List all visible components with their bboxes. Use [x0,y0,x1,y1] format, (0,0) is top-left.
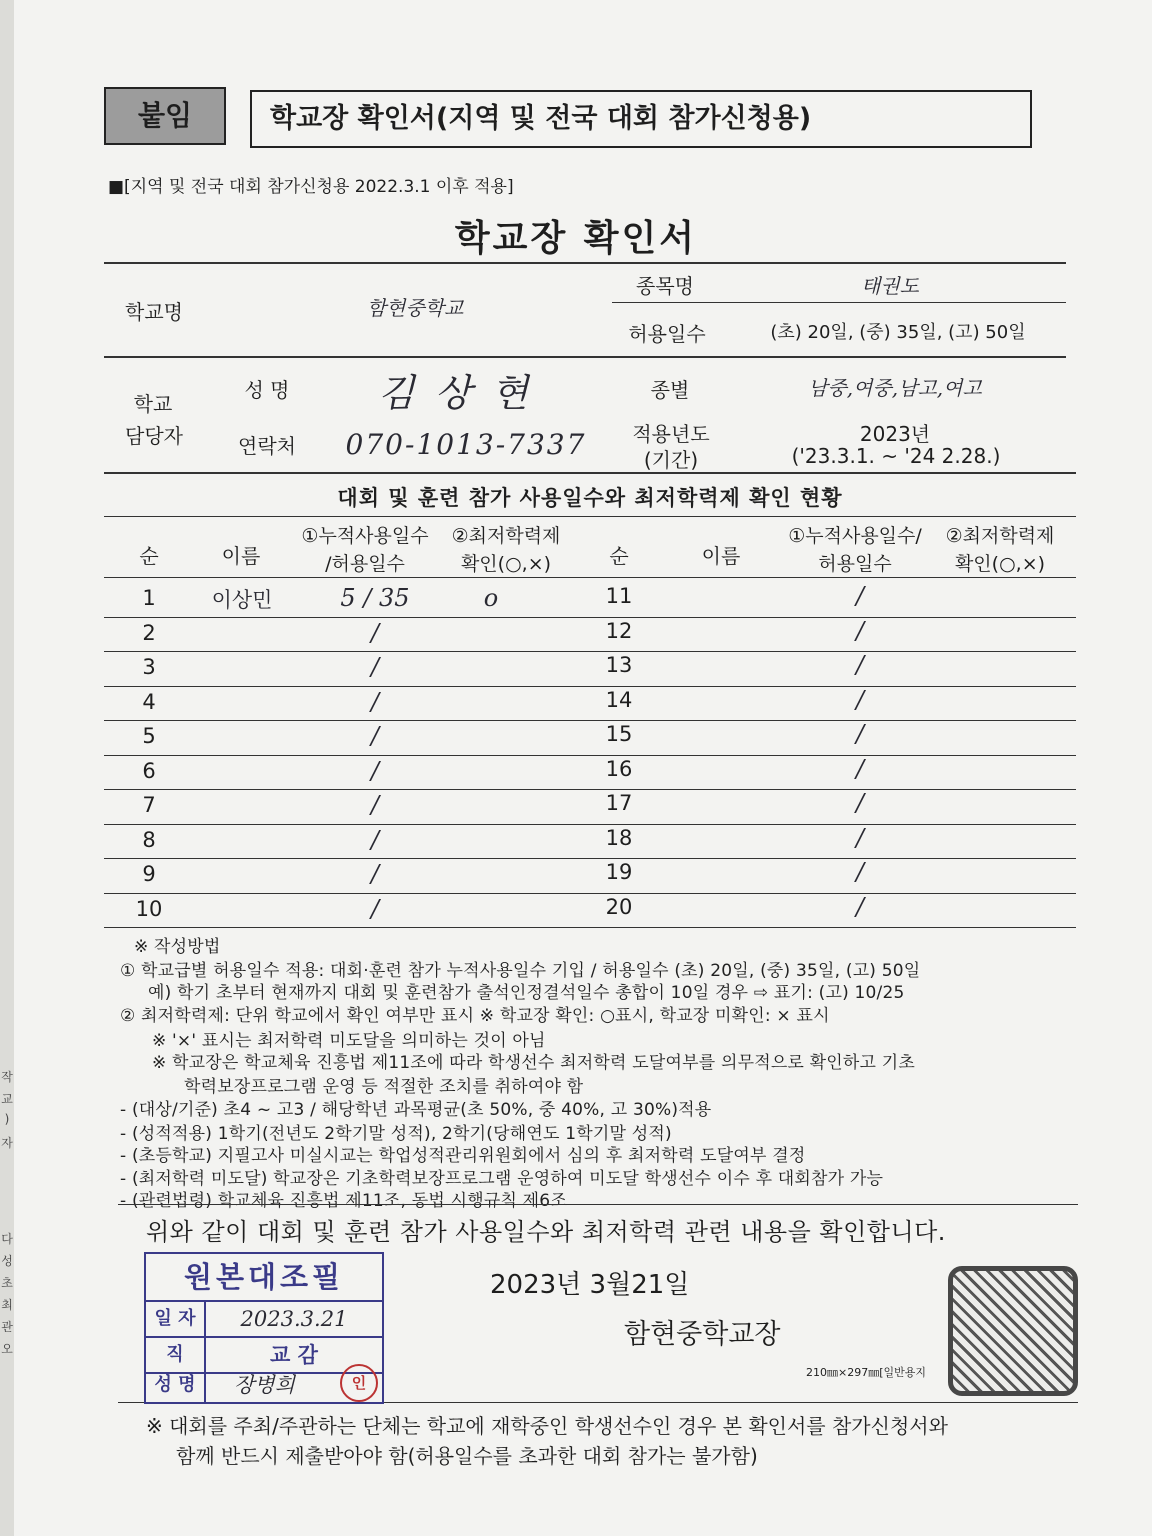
manager-label-2: 담당자 [125,424,183,448]
table-row-divider [104,927,1076,928]
school-value: 함현중학교 [366,296,464,320]
row-days: / [370,722,380,750]
guide-line: - (초등학교) 지필고사 미실시교는 학업성적관리위원회에서 심의 후 최저학력 도달여부 결정 [120,1146,806,1166]
col-header-days-left-1: ①누적사용일수 [301,525,429,547]
stamp-title: 원본대조필 [146,1254,382,1302]
row-days: / [370,791,380,819]
table-row-divider [104,686,1076,687]
footer-line-2: 함께 반드시 제출받아야 함(허용일수를 초과한 대회 참가는 불가함) [176,1444,758,1468]
col-header-name-right: 이름 [701,544,741,568]
guide-line: ※ 작성방법 [134,937,221,957]
guide-line: - (최저학력 미도달) 학교장은 기초학력보장프로그램 운영하여 미도달 학생선수 이수 후 대회참가 가능 [120,1169,884,1189]
year-value-1: 2023년 [859,422,931,446]
row-days-right: / [855,755,865,783]
edge-glyph: 오 [1,1342,13,1356]
table-row-divider [104,893,1076,894]
col-header-days-right-2: 허용일수 [818,553,892,575]
stamp-date-label: 일 자 [146,1302,206,1336]
row-no: 1 [142,586,156,610]
row-days: / [370,619,380,647]
row-no-right: 18 [605,826,633,850]
row-days: / [370,860,380,888]
guide-line: ① 학교급별 허용일수 적용: 대회·훈련 참가 누적사용일수 기입 / 허용일수 (초) 20일, (중) 35일, (고) 50일 [120,961,921,981]
col-header-no-right: 순 [609,544,629,568]
row-no-right: 15 [605,722,633,746]
row-no: 2 [142,621,156,645]
page-title: 학교장 확인서 [454,218,698,259]
allowed-days-label: 허용일수 [628,322,706,346]
row-days-right: / [855,824,865,852]
stamp-date-row [146,1302,382,1338]
row-check: o [483,584,499,612]
row-no-right: 16 [605,757,633,781]
school-label: 학교명 [125,300,183,324]
guide-line: - (성적적용) 1학기(전년도 2학기말 성적), 2학기(당해연도 1학기말 성적) [120,1124,672,1144]
confirm-date: 2023년 3월21일 [490,1270,690,1300]
row-days-right: / [855,686,865,714]
sport-label: 종목명 [636,274,694,298]
form-note: ■[지역 및 전국 대회 참가신청용 2022.3.1 이후 적용] [108,177,514,197]
stamp-position-value: 교 감 [270,1343,318,1367]
edge-glyph: 자 [1,1136,13,1150]
stamp-name-value: 장병희 [234,1373,295,1397]
school-seal [948,1266,1078,1396]
table-row-divider [104,651,1076,652]
table-row-divider [104,617,1076,618]
row-no-right: 20 [605,895,633,919]
confirm-statement: 위와 같이 대회 및 훈련 참가 사용일수와 최저학력 관련 내용을 확인합니다. [146,1218,946,1246]
year-value-2: ('23.3.1. ~ '24 2.28.) [791,444,1001,468]
col-header-check-left-1: ②최저학력제 [451,525,561,547]
row-days: 5 / 35 [340,584,410,612]
allowed-days-value: (초) 20일, (중) 35일, (고) 50일 [770,322,1026,343]
row-no: 10 [135,897,163,921]
manager-name-value: 김 상 현 [377,371,533,415]
guide-line: ※ '×' 표시는 최저학력 미도달을 의미하는 것이 아님 [152,1031,546,1051]
sport-divider [612,302,1066,303]
row-days: / [370,895,380,923]
sport-value: 태권도 [861,274,919,298]
table-row-divider [104,858,1076,859]
info-divider [104,356,1066,358]
row-days: / [370,653,380,681]
year-label-2: (기간) [643,448,699,472]
row-no-right: 13 [605,653,633,677]
row-no: 7 [142,793,156,817]
edge-glyph: 다 [1,1232,13,1246]
col-header-days-right-1: ①누적사용일수/ [788,525,922,547]
row-days-right: / [855,893,865,921]
guide-line: ※ 학교장은 학교체육 진흥법 제11조에 따라 학생선수 최저학력 도달여부를 의무적으로 확인하고 기초 [152,1053,915,1073]
row-days: / [370,826,380,854]
row-no: 6 [142,759,156,783]
row-no-right: 19 [605,860,633,884]
guide-line: - (대상/기준) 초4 ~ 고3 / 해당학년 과목평균(초 50%, 중 40%, 고 30%)적용 [120,1100,712,1120]
edge-glyph: 최 [1,1298,13,1312]
guide-line: 학력보장프로그램 운영 등 적절한 조치를 취하여야 함 [184,1077,584,1097]
edge-glyph: 작 [1,1070,13,1084]
edge-glyph: 초 [1,1276,13,1290]
stamp-name-label: 성 명 [146,1368,206,1402]
status-section-title: 대회 및 훈련 참가 사용일수와 최저학력제 확인 현황 [337,486,843,510]
notes-divider [118,1204,1078,1205]
row-days-right: / [855,617,865,645]
category-label: 종별 [650,378,690,402]
table-row-divider [104,720,1076,721]
manager-label-1: 학교 [133,392,173,416]
table-row-divider [104,755,1076,756]
guide-line: ② 최저학력제: 단위 학교에서 확인 여부만 표시 ※ 학교장 확인: ○표시, 학교장 미확인: × 표시 [120,1006,830,1026]
table-row-divider [104,824,1076,825]
col-header-check-left-2: 확인(○,×) [460,553,552,575]
contact-label: 연락처 [238,434,296,458]
personal-seal: 인 [340,1364,378,1402]
row-no: 3 [142,655,156,679]
row-no-right: 11 [605,584,633,608]
paper-size-note: 210㎜×297㎜[일반용지 [806,1366,927,1379]
row-days-right: / [855,720,865,748]
col-header-days-left-2: /허용일수 [325,553,405,575]
manager-divider [104,472,1076,474]
row-no-right: 12 [605,619,633,643]
row-days: / [370,688,380,716]
category-value: 남중,여중,남고,여고 [808,376,982,400]
edge-glyph: 관 [1,1320,13,1334]
col-header-no-left: 순 [139,544,159,568]
table-top-border [104,262,1066,264]
stamp-date-value: 2023.3.21 [240,1307,348,1331]
row-name: 이상민 [211,588,273,612]
principal-name: 함현중학교장 [624,1319,781,1350]
row-no: 8 [142,828,156,852]
row-days-right: / [855,858,865,886]
row-no: 4 [142,690,156,714]
table-row-divider [104,789,1076,790]
row-no: 9 [142,862,156,886]
guide-line: 예) 학기 초부터 현재까지 대회 및 훈련참가 출석인정결석일수 총합이 10일 경우 ⇨ 표기: (고) 10/25 [148,983,905,1003]
row-days-right: / [855,582,865,610]
year-label-1: 적용년도 [632,422,710,446]
edge-glyph: ) [4,1112,10,1126]
row-no-right: 14 [605,688,633,712]
edge-glyph: 교 [1,1092,13,1106]
col-header-name-left: 이름 [221,544,261,568]
stamp-position-label: 직 [146,1338,206,1372]
footer-line-1: ※ 대회를 주최/주관하는 단체는 학교에 재학중인 학생선수인 경우 본 확인서를 참가신청서와 [146,1414,948,1438]
status-title-divider [104,516,1076,517]
attachment-label: 붙임 [104,87,226,145]
row-no: 5 [142,724,156,748]
guide-line: - (관련법령) 학교체육 진흥법 제11조, 동법 시행규칙 제6조 [120,1191,567,1211]
row-days-right: / [855,651,865,679]
edge-glyph: 성 [1,1254,13,1268]
contact-value: 070-1013-7337 [345,428,587,461]
row-no-right: 17 [605,791,633,815]
row-days-right: / [855,789,865,817]
col-header-check-right-2: 확인(○,×) [954,553,1046,575]
name-label: 성 명 [244,378,290,402]
col-header-check-right-1: ②최저학력제 [945,525,1055,547]
header-title-box: 학교장 확인서(지역 및 전국 대회 참가신청용) [250,90,1032,148]
row-days: / [370,757,380,785]
